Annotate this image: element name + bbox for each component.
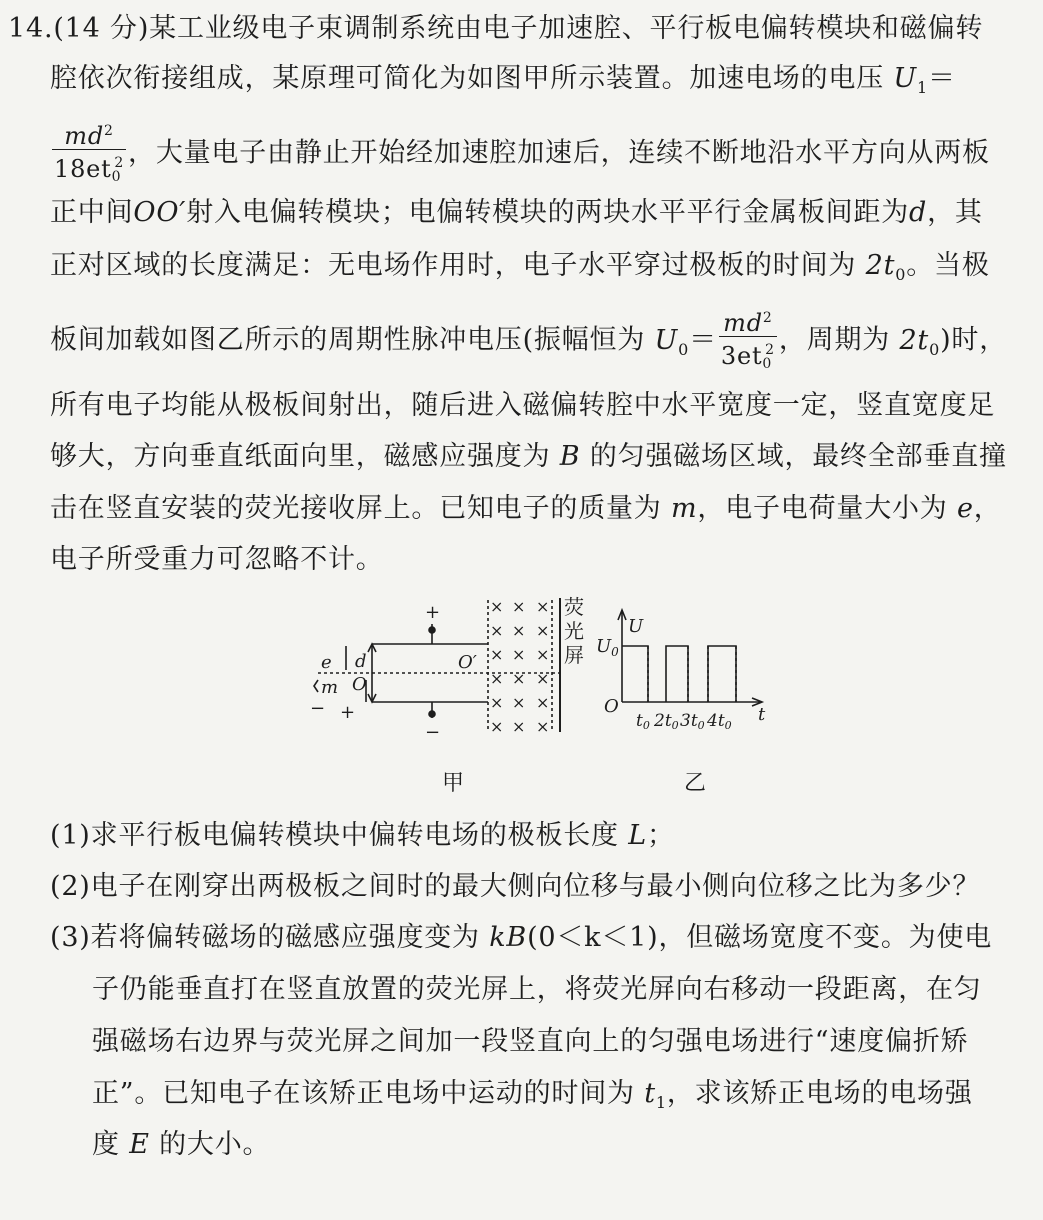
minus-left-label: − [310,698,326,719]
problem-line-2 [50,62,956,105]
svg-text:3t0: 3t0 [680,711,705,732]
svg-text:t0: t0 [636,711,650,732]
var-d: d [909,197,928,228]
problem-line-8: 够大，方向垂直纸面向里，磁感应强度为 B 的匀强磁场区域，最终全部垂直撞 [50,441,1007,472]
problem-line-1 [8,12,983,46]
minus-bottom-label: − [425,722,441,743]
question-2: (2)电子在刚穿出两极板之间时的最大侧向位移与最小侧向位移之比为多少？ [50,871,981,902]
svg-text:×: × [490,645,504,664]
origin-label: O [604,696,619,717]
svg-text:×: × [512,597,526,616]
question-3-line-2: 子仍能垂直打在竖直放置的荧光屏上，将荧光屏向右移动一段距离，在匀 [92,974,982,1005]
var-OO: OO′ [133,197,187,228]
svg-text:4t0: 4t0 [707,711,732,732]
magnetic-field-crosses [490,597,549,736]
electron-source-bracket [314,680,318,692]
question-3-line-5: 度 E 的大小。 [92,1129,271,1160]
svg-text:×: × [512,645,526,664]
svg-text:×: × [536,621,550,640]
svg-text:×: × [536,669,550,688]
var-E: E [129,1129,150,1160]
axis-U-label: U [628,616,644,637]
label-Oprime: O′ [458,652,477,673]
question-3: (3)若将偏转磁场的磁感应强度变为 kB(0＜k＜1)，但磁场宽度不变。为使电 [50,922,993,953]
caption-jia: 甲 [442,771,465,796]
label-O: O [352,674,367,695]
t-ticks [636,711,732,732]
label-d: d [355,651,367,672]
problem-line-3 [50,118,990,190]
problem-line-5: 正对区域的长度满足：无电场作用时，电子水平穿过极板的时间为 $2t_0$。当极 [50,250,990,284]
text-segment: 腔依次衔接组成，某原理可简化为如图甲所示装置。加速电场的电压 [50,63,884,94]
problem-score: (14 分) [53,13,150,44]
svg-text:×: × [512,693,526,712]
label-m: m [321,677,339,698]
problem-line-9: 击在竖直安装的荧光接收屏上。已知电子的质量为 m，电子电荷量大小为 e， [50,493,1002,524]
problem-line-4: 正中间OO′射入电偏转模块；电偏转模块的两块水平平行金属板间距为d，其 [50,197,983,228]
var-kB: kB [489,922,528,953]
svg-text:×: × [536,717,550,736]
svg-text:×: × [490,717,504,736]
var-2t0: $2t_0$ [865,250,907,284]
bottom-terminal-dot [429,711,435,717]
svg-text:×: × [512,621,526,640]
U0-label: $U_0$ [596,636,619,659]
text-segment: ，大量电子由静止开始经加速腔加速后，连续不断地沿水平方向从两板 [128,137,990,169]
plus-left-label: + [340,702,356,723]
problem-line-7: 所有电子均能从极板间射出，随后进入磁偏转腔中水平宽度一定，竖直宽度足 [50,390,996,421]
label-e: e [321,652,332,673]
question-3-line-4: 正”。已知电子在该矫正电场中运动的时间为 $t_1$，求该矫正电场的电场强 [92,1078,973,1112]
svg-text:×: × [536,597,550,616]
svg-text:×: × [512,669,526,688]
axis-t-label: t [758,704,766,725]
question-1: (1)求平行板电偏转模块中偏转电场的极板长度 L； [50,820,675,851]
svg-text:×: × [490,693,504,712]
k-range: (0＜k＜1) [527,922,659,953]
equals-sign: ＝ [689,324,717,356]
equals-sign: ＝ [927,63,956,94]
var-m: m [671,493,698,524]
var-2t0-period: $2t_0$ [899,324,941,359]
svg-text:×: × [512,717,526,736]
var-L: L [628,820,647,851]
figure-jia-labels [310,595,584,796]
problem-number: 14. [8,13,54,44]
screen-label-3: 屏 [564,643,584,667]
var-e: e [957,493,974,524]
svg-text:×: × [490,597,504,616]
problem-line-6: 板间加载如图乙所示的周期性脉冲电压(振幅恒为 $U_0=$ $\frac{md^2}{3et0^2}$ ，周期为 $2t_0$)时， [50,305,1007,377]
problem-line-10: 电子所受重力可忽略不计。 [50,544,384,575]
figures [0,590,1043,810]
fraction-md2-18et02: $\frac{md^2}{18et0^2}$ [52,118,126,190]
svg-text:×: × [536,645,550,664]
pulse-waveform [622,646,736,702]
question-3-line-3: 强磁场右边界与荧光屏之间加一段竖直向上的匀强电场进行“速度偏折矫 [92,1026,969,1057]
svg-text:×: × [490,621,504,640]
fraction-md2-3et02: $\frac{md^2}{3et0^2}$ [719,305,777,377]
svg-text:2t0: 2t0 [654,711,679,732]
caption-yi: 乙 [684,771,707,796]
text-segment: 某工业级电子束调制系统由电子加速腔、平行板电偏转模块和磁偏转 [149,13,984,44]
screen-label-2: 光 [564,619,584,643]
svg-text:×: × [536,693,550,712]
svg-text:×: × [490,669,504,688]
var-U1: $U_1$ [893,63,928,97]
plus-top-label: + [425,602,441,623]
var-U0: $U_0$ [654,324,690,359]
top-terminal-dot [429,627,435,633]
screen-label-1: 荧 [564,595,584,619]
var-B: B [559,441,581,472]
var-t1: $t_1$ [644,1078,667,1112]
